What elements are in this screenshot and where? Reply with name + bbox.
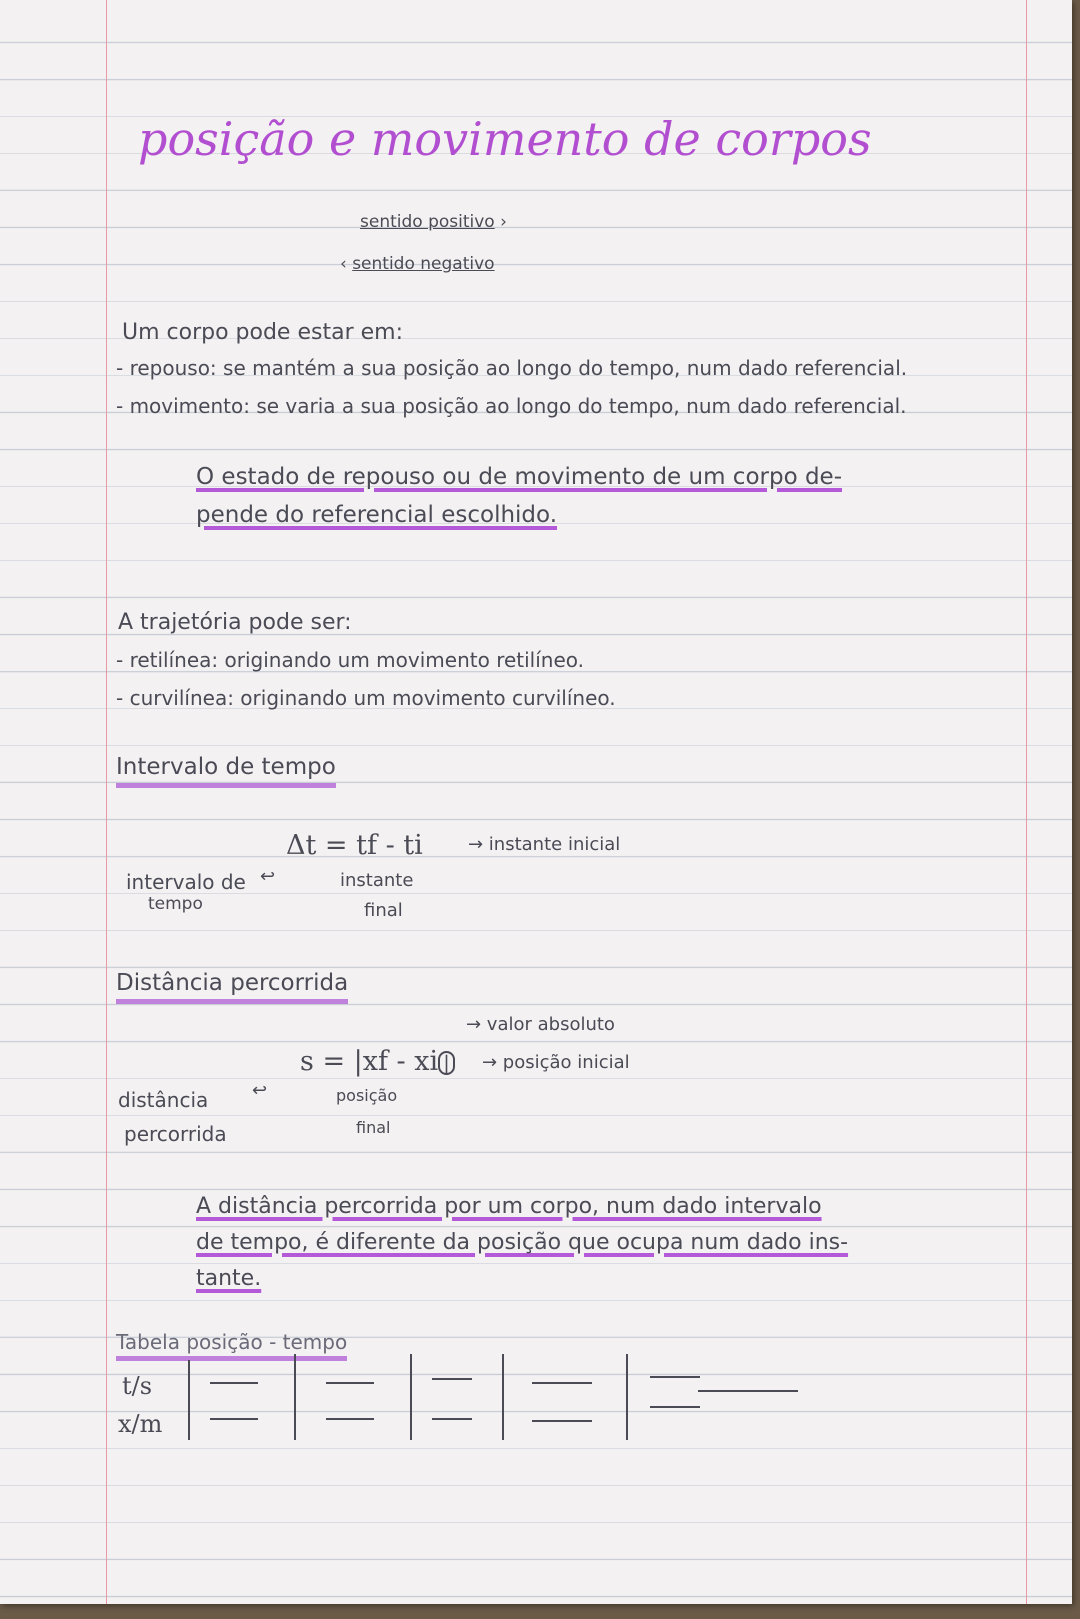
table-divider bbox=[410, 1354, 412, 1440]
table-cell-blank bbox=[210, 1382, 258, 1384]
table-cell-blank bbox=[326, 1382, 374, 1384]
states-intro: Um corpo pode estar em: bbox=[122, 320, 403, 345]
states-item-motion: - movimento: se varia a sua posição ao longo do tempo, num dado referencial. bbox=[116, 394, 907, 418]
time-interval-formula: Δt = tf - ti bbox=[286, 830, 423, 861]
time-interval-left-label-2: tempo bbox=[148, 894, 203, 914]
table-cell-blank bbox=[326, 1418, 374, 1420]
absolute-bar-marker: | bbox=[438, 1051, 455, 1075]
initial-instant-note: → instante inicial bbox=[468, 834, 621, 855]
page-title: posição e movimento de corpos bbox=[138, 112, 872, 166]
table-divider bbox=[502, 1354, 504, 1440]
table-cell-blank bbox=[532, 1420, 592, 1422]
note-distance-line-1: A distância percorrida por um corpo, num dado intervalo bbox=[196, 1194, 822, 1219]
note-distance-line-2: de tempo, é diferente da posição que ocupa num dado ins- bbox=[196, 1230, 849, 1255]
distance-heading: Distância percorrida bbox=[116, 972, 348, 1004]
final-instant-note-1: instante bbox=[340, 870, 414, 891]
negative-direction-label bbox=[340, 256, 495, 273]
table-cell-blank bbox=[650, 1406, 700, 1408]
curved-arrow-icon: ↩ bbox=[260, 866, 276, 887]
note-reference-line-1: O estado de repouso ou de movimento de um corpo de- bbox=[196, 464, 843, 490]
table-cell-blank bbox=[532, 1382, 592, 1384]
final-position-note-1: posição bbox=[336, 1086, 398, 1105]
note-reference-line-2: pende do referencial escolhido. bbox=[196, 502, 558, 528]
table-cell-blank bbox=[432, 1378, 472, 1380]
distance-formula bbox=[300, 1048, 455, 1075]
table-divider bbox=[188, 1360, 190, 1440]
table-extension-line bbox=[698, 1390, 798, 1392]
left-margin-line bbox=[106, 0, 107, 1604]
table-cell-blank bbox=[650, 1376, 700, 1378]
right-arrow-icon: › bbox=[494, 212, 507, 232]
initial-position-note: → posição inicial bbox=[482, 1052, 630, 1073]
absolute-value-note: → valor absoluto bbox=[466, 1014, 615, 1035]
positive-direction-label bbox=[360, 214, 507, 231]
curved-arrow-icon-2: ↩ bbox=[252, 1080, 268, 1101]
positive-direction-text: sentido positivo bbox=[360, 212, 495, 232]
distance-left-label-1: distância bbox=[118, 1088, 209, 1112]
table-divider bbox=[294, 1354, 296, 1440]
final-position-note-2: final bbox=[356, 1118, 391, 1137]
table-cell-blank bbox=[432, 1418, 472, 1420]
right-margin-line bbox=[1026, 0, 1027, 1604]
trajectory-item-rectilinear: - retilínea: originando um movimento retilíneo. bbox=[116, 648, 585, 672]
trajectory-intro: A trajetória pode ser: bbox=[118, 610, 352, 635]
time-interval-heading: Intervalo de tempo bbox=[116, 756, 336, 788]
trajectory-item-curvilinear: - curvilínea: originando um movimento curvilíneo. bbox=[116, 686, 616, 710]
table-divider bbox=[626, 1354, 628, 1440]
distance-left-label-2: percorrida bbox=[124, 1122, 227, 1146]
table-cell-blank bbox=[210, 1418, 258, 1420]
negative-direction-text: sentido negativo bbox=[352, 254, 495, 274]
note-distance-line-3: tante. bbox=[196, 1266, 262, 1291]
time-interval-left-label-1: intervalo de bbox=[126, 870, 246, 894]
left-arrow-icon: ‹ bbox=[340, 254, 353, 274]
table-row-label-position: x/m bbox=[118, 1410, 163, 1438]
table-row-label-time: t/s bbox=[122, 1372, 153, 1400]
table-heading: Tabela posição - tempo bbox=[116, 1332, 347, 1361]
states-item-rest: - repouso: se mantém a sua posição ao longo do tempo, num dado referencial. bbox=[116, 356, 908, 380]
distance-formula-text: s = |xf - xi bbox=[300, 1046, 439, 1077]
final-instant-note-2: final bbox=[364, 900, 403, 921]
